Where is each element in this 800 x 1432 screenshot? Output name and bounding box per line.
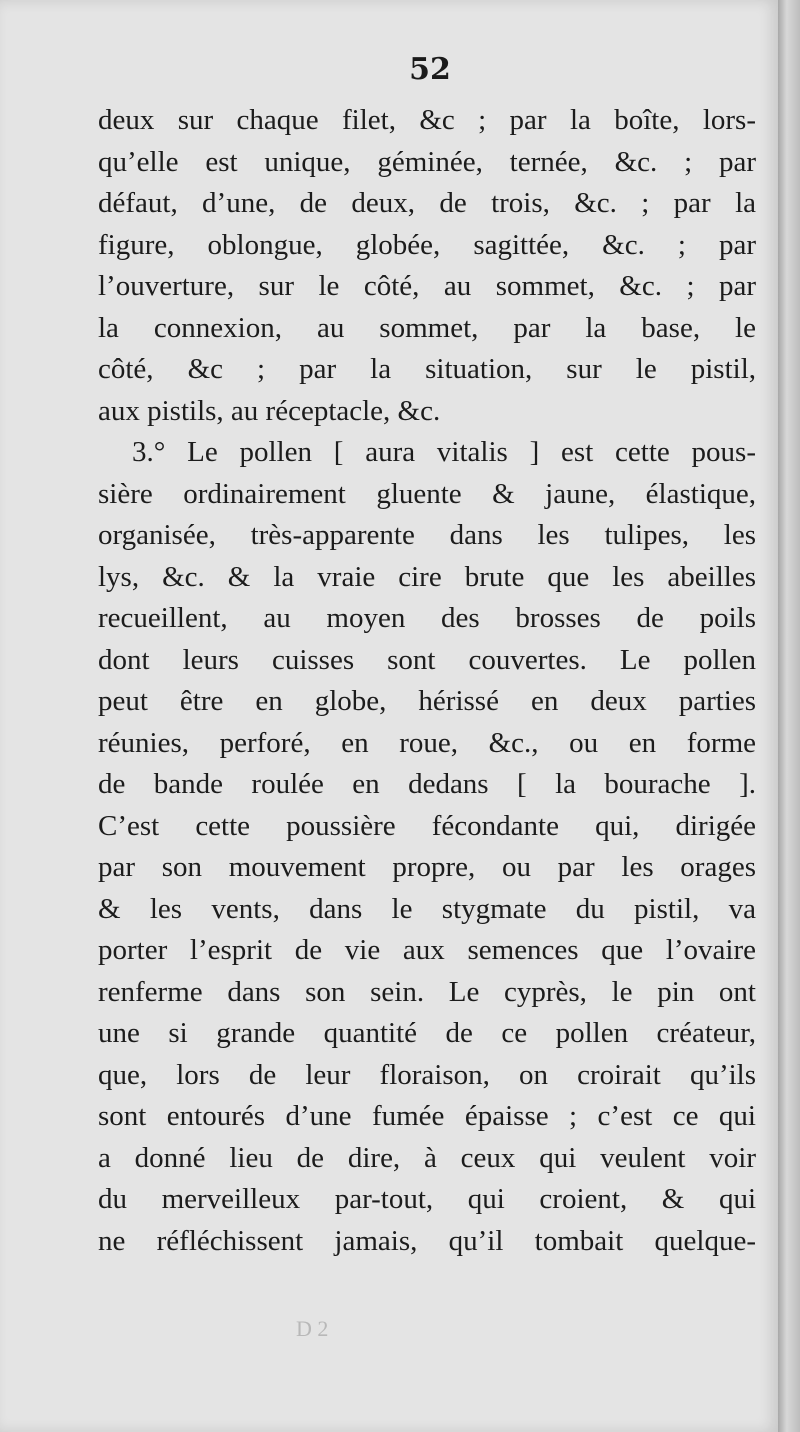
text-line: figure, oblongue, globée, sagittée, &c. ; par bbox=[98, 228, 756, 261]
text-line: par son mouvement propre, ou par les orages bbox=[98, 851, 756, 883]
text-line: aux pistils, au réceptacle, &c. bbox=[98, 394, 441, 427]
text-line: renferme dans son sein. Le cyprès, le pin ont bbox=[98, 975, 756, 1008]
body-text bbox=[98, 100, 756, 1262]
text-line: ne réfléchissent jamais, qu’il tombait quelque- bbox=[98, 1224, 756, 1257]
text-line: que, lors de leur floraison, on croirait qu’ils bbox=[98, 1058, 756, 1091]
signature-mark: D 2 bbox=[296, 1316, 329, 1341]
text-line: sière ordinairement gluente & jaune, élastique, bbox=[98, 477, 756, 510]
page-edge bbox=[778, 0, 800, 1432]
text-line: défaut, d’une, de deux, de trois, &c. ; par la bbox=[98, 187, 756, 219]
text-line: côté, &c ; par la situation, sur le pistil, bbox=[98, 353, 756, 385]
text-line: recueillent, au moyen des brosses de poils bbox=[98, 602, 756, 634]
text-line: organisée, très-apparente dans les tulipes, les bbox=[98, 519, 756, 551]
text-line: dont leurs cuisses sont couvertes. Le pollen bbox=[98, 643, 756, 676]
text-line: sont entourés d’une fumée épaisse ; c’est ce qui bbox=[98, 1100, 756, 1132]
text-line: porter l’esprit de vie aux semences que l’ovaire bbox=[98, 934, 756, 966]
text-line: de bande roulée en dedans [ la bourache ]. bbox=[98, 768, 756, 800]
page-number: 52 bbox=[409, 52, 451, 87]
text-line: qu’elle est unique, géminée, ternée, &c. ; par bbox=[98, 145, 756, 178]
text-line: du merveilleux par-tout, qui croient, & qui bbox=[98, 1183, 756, 1215]
text-line: l’ouverture, sur le côté, au sommet, &c. ; par bbox=[98, 270, 756, 302]
text-line: une si grande quantité de ce pollen créateur, bbox=[98, 1017, 756, 1049]
text-line: deux sur chaque filet, &c ; par la boîte, lors- bbox=[98, 104, 756, 136]
text-line: C’est cette poussière fécondante qui, dirigée bbox=[98, 809, 756, 842]
text-line: & les vents, dans le stygmate du pistil, va bbox=[98, 892, 756, 925]
text-line: peut être en globe, hérissé en deux parties bbox=[98, 685, 756, 717]
text-line: réunies, perforé, en roue, &c., ou en forme bbox=[98, 726, 756, 759]
text-line: la connexion, au sommet, par la base, le bbox=[98, 311, 756, 344]
text-line: a donné lieu de dire, à ceux qui veulent voir bbox=[98, 1141, 756, 1174]
text-line: 3.° Le pollen [ aura vitalis ] est cette pous- bbox=[132, 436, 756, 468]
text-line: lys, &c. & la vraie cire brute que les abeilles bbox=[98, 560, 756, 593]
